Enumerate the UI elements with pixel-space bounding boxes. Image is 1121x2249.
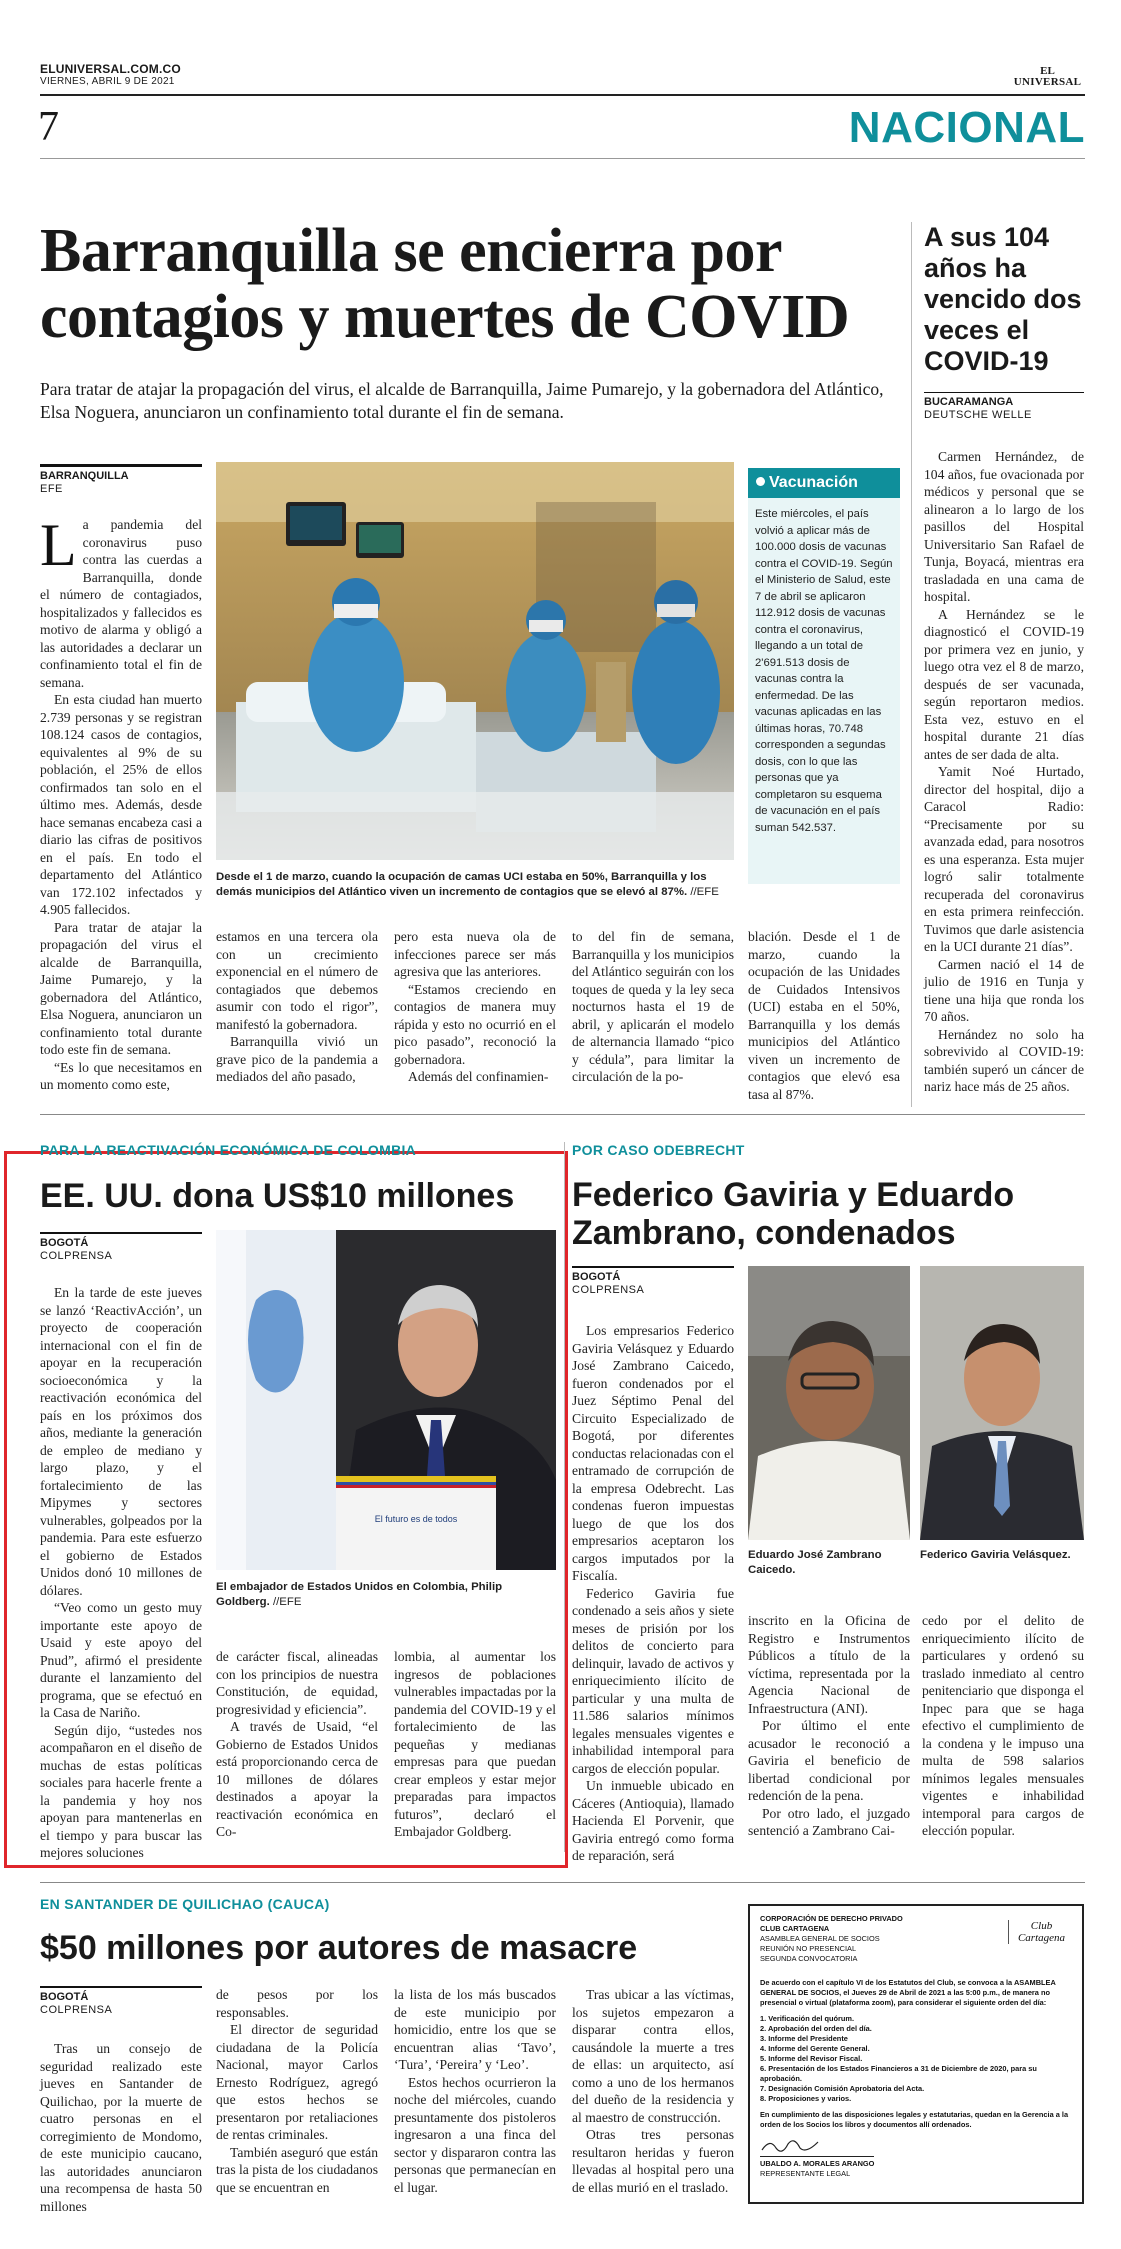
usaid-photo-ambassador[interactable] — [216, 1230, 556, 1570]
odebrecht-byline — [572, 1266, 734, 1297]
side-byline-source: DEUTSCHE WELLE — [924, 409, 1032, 421]
notice-agenda-item: 2. Aprobación del orden del día. — [760, 2024, 872, 2033]
usaid-p2: “Veo como un gesto muy importante este apoyo de Usaid y este apoyo del Pnud”, afirmó el presidente durante el lanzamiento del programa, que se efectuó en la Casa de Nariño. — [40, 1600, 202, 1720]
usaid-col-3 — [394, 1648, 556, 1841]
notice-l1: ASAMBLEA GENERAL DE SOCIOS — [760, 1934, 880, 1943]
lead-headline — [40, 218, 920, 350]
odebrecht-col2-p1: inscrito en la Oficina de Registro e Instrumentos Públicos a título de la víctima, representada por la Agencia Nacional de Infraestructura (ANI). — [748, 1613, 910, 1716]
section-rule — [40, 158, 1085, 159]
masacre-col3-p2: Estos hechos ocurrieron la noche del miércoles, cuando presuntamente dos pistoleros ingresaron a una finca del sector y dispararon contra las personas que permanecían en el lugar. — [394, 2074, 556, 2195]
zambrano-illustration — [748, 1266, 910, 1540]
lead-col1-p1: a pandemia del coronavirus puso contra las cuerdas a Barranquilla, donde el número de contagiados, hospitalizados y fallecidos es motivo de alarma y obligó a las autoridades a declarar un confinamiento total el fin de semana. — [40, 517, 202, 690]
notice-agenda-item: 4. Informe del Gerente General. — [760, 2044, 870, 2053]
usaid-caption-text: El embajador de Estados Unidos en Colombia, Philip Goldberg. — [216, 1581, 503, 1608]
usaid-p3: Según dijo, “ustedes nos acompañaron en el diseño de muchas de estas políticas sociales para hacerle frente a la pandemia y hoy nos apoyan para mantenerlas en el tiempo y para buscar las mejores soluciones — [40, 1722, 202, 1860]
lead-col-4 — [572, 928, 734, 1086]
lead-col3-p2: “Estamos creciendo en contagios de manera muy rápida y esto no ocurrió en el pico pasado”, reconoció la gobernadora. — [394, 981, 556, 1067]
odebrecht-headline — [572, 1176, 1087, 1252]
vacunacion-title-bar — [748, 468, 900, 498]
odebrecht-p3: Un inmueble ubicado en Cáceres (Antioquia), llamado Hacienda El Porvenir, que Gaviria entregó como forma de reparación, será — [572, 1778, 734, 1863]
usaid-kicker: PARA LA REACTIVACIÓN ECONÓMICA DE COLOMBIA — [40, 1142, 417, 1158]
notice-agenda-item: 1. Verificación del quórum. — [760, 2014, 855, 2023]
icu-scene-illustration — [216, 462, 734, 860]
usaid-byline-source: COLPRENSA — [40, 1250, 113, 1262]
lead-byline — [40, 464, 202, 496]
masacre-byline — [40, 1986, 202, 2017]
odebrecht-col2-p2: Por último el ente acusador le reconoció a Gaviria el beneficio de libertad condicional por redención de la pena. — [748, 1718, 910, 1803]
masacre-col-4 — [572, 1986, 734, 2196]
usaid-p1: En la tarde de este jueves se lanzó ‘ReactivAcción’, un proyecto de cooperación internacional con el fin de apoyar en la recuperación socioeconómica y la reactivación económica del país en los próximos dos años, mediante la generación de empleo de mediano y largo plazo, y el fortalecimiento de las Mipymes y sectores vulnerables, golpeados por la pandemia. Para este esfuerzo el gobierno de Estados Unidos donó 10 millones de dólares. — [40, 1285, 202, 1598]
masacre-col4-p1: Tras ubicar a las víctimas, los sujetos empezaron a disparar contra ellos, causándole la muerte a tres de ellas: un arquitecto, así como a uno de los hermanos del dueño de la residencia y al maestro de construcción. — [572, 1987, 734, 2125]
masacre-byline-source: COLPRENSA — [40, 2004, 113, 2016]
lead-col-3 — [394, 928, 556, 1086]
odebrecht-byline-source: COLPRENSA — [572, 1284, 645, 1296]
notice-signer: UBALDO A. MORALES ARANGO — [760, 2156, 874, 2169]
lead-byline-place: BARRANQUILLA — [40, 470, 129, 482]
lead-col3-p3: Además del confinamien- — [408, 1069, 549, 1084]
usaid-photo-caption — [216, 1580, 556, 1610]
notice-footer: En cumplimiento de las disposiciones legales y estatutarias, quedan en la Gerencia a la orden de los Socios los libros y documentos allí ordenados. — [760, 2110, 1069, 2129]
usaid-col-1 — [40, 1284, 202, 1862]
lead-caption-credit: //EFE — [687, 886, 719, 898]
lead-deck: Para tratar de atajar la propagación del virus, el alcalde de Barranquilla, Jaime Pumarejo, y la gobernadora del Atlántico, Elsa Noguera, anunciaron un confinamiento total durante el fin de semana. — [40, 379, 884, 422]
usaid-byline-place: BOGOTÁ — [40, 1237, 89, 1249]
notice-l3: SEGUNDA CONVOCATORIA — [760, 1954, 858, 1963]
notice-signer-title: REPRESENTANTE LEGAL — [760, 2169, 851, 2178]
lead-col-5 — [748, 928, 900, 1103]
side-p3: Yamit Noé Hurtado, director del hospital, dijo a Caracol Radio: “Precisamente por su avanzada edad, para nosotros es una esperanza. Esta mujer logró salir totalmente recuperada del coronavirus en esta primera reinfección. Tuvimos que darle asistencia en la UCI durante 21 días”. — [924, 764, 1084, 954]
usaid-col2-p2: A través de Usaid, “el Gobierno de Estados Unidos está proporcionando cerca de 10 millones de dólares destinados a apoyar la reactivación económica en Co- — [216, 1719, 378, 1839]
lead-col-1 — [40, 512, 202, 1092]
odebrecht-divider — [564, 1142, 565, 1852]
notice-agenda-item: 8. Proposiciones y varios. — [760, 2094, 852, 2103]
notice-intro: De acuerdo con el capítulo VI de los Estatutos del Club, se convoca a la ASAMBLEA GENERAL DE SOCIOS, el Jueves 29 de Abril de 2021 a las 5:00 p.m., de manera no presencial o virtual (plataforma zoom), para considerar el siguiente orden del día: — [760, 1978, 1056, 2007]
lead-byline-source: EFE — [40, 483, 63, 495]
lead-col3-p1: pero esta nueva ola de infecciones parece ser más agresiva que las anteriores. — [394, 929, 556, 979]
odebrecht-kicker: POR CASO ODEBRECHT — [572, 1142, 745, 1158]
zambrano-caption: Eduardo José Zambrano Caicedo. — [748, 1549, 882, 1576]
usaid-byline — [40, 1232, 202, 1263]
section-title: NACIONAL — [848, 103, 1085, 152]
odebrecht-col-3 — [922, 1612, 1084, 1840]
lead-dropcap: L — [40, 512, 77, 578]
lead-col5-p1: blación. Desde el 1 de marzo, cuando la ocupación de las Unidades de Cuidados Intensivos (UCI) estaba en el 50%, Barranquilla y los demás municipios del Atlántico viven un incremento de contagios que elevó esa tasa al 87%. — [748, 929, 900, 1102]
usaid-col3-p1: lombia, al aumentar los ingresos de poblaciones vulnerables impactadas por la pandemia del COVID-19 y el fortalecimiento de las pequeñas y medianas empresas para que puedan crear empleos y estar mejor preparadas para impactos futuros”, declaró el Embajador Goldberg. — [394, 1649, 556, 1839]
lead-headline-line2: contagios y muertes de COVID — [40, 283, 850, 351]
odebrecht-col-2 — [748, 1612, 910, 1840]
masacre-col4-p2: Otras tres personas resultaron heridas y fueron llevadas al hospital pero una de ellas murió en el traslado. — [572, 2127, 734, 2195]
gaviria-illustration — [920, 1266, 1084, 1540]
masthead-logo[interactable] — [1010, 66, 1085, 88]
gaviria-caption: Federico Gaviria Velásquez. — [920, 1549, 1071, 1561]
page-number: 7 — [38, 104, 59, 150]
lead-headline-line1: Barranquilla se encierra por — [40, 217, 782, 285]
odebrecht-photo-gaviria[interactable] — [920, 1266, 1084, 1540]
lead-col1-p2: En esta ciudad han muerto 2.739 personas y se registran 108.124 casos de contagios, equivalentes al 9% de su población, el 25% de ellos confirmados tan solo en el último mes. Además, desde hace semanas encabeza casi a diario las cifras de positivos en el país. En todo el departamento del Atlántico van 172.102 infectados y 4.905 fallecidos. — [40, 692, 202, 917]
side-p5: Hernández no solo ha sobrevivido al COVID-19: también superó un cáncer de nariz hace más de 25 años. — [924, 1026, 1084, 1094]
side-body — [924, 448, 1084, 1096]
odebrecht-byline-place: BOGOTÁ — [572, 1271, 621, 1283]
vacunacion-text: Este miércoles, el país volvió a aplicar más de 100.000 dosis de vacunas contra el COVID-19. Según el Ministerio de Salud, este 7 de abril se aplicaron 112.912 dosis de vacunas contra el coronavirus, llegando a un total de 2'691.513 dosis de vacunas contra la enfermedad. De las vacunas aplicadas en las últimas horas, 70.748 corresponden a segundas dosis, con lo que las personas que ya completaron su esquema de vacunación en el país suman 542.537. — [755, 508, 893, 834]
lead-photo-icu[interactable] — [216, 462, 734, 860]
masacre-col-3 — [394, 1986, 556, 2196]
notice-club: CLUB CARTAGENA — [760, 1924, 830, 1933]
lead-col1-p4: “Es lo que necesitamos en un momento como este, — [40, 1059, 202, 1092]
lead-col2-p2: Barranquilla vivió un grave pico de la pandemia a mediados del año pasado, — [216, 1034, 378, 1084]
lead-col4-p1: to del fin de semana, Barranquilla y los municipios del Atlántico seguirán con los toques de queda y la ley seca nocturnos hasta el 19 de abril, y aplicarán el modelo de alternancia llamado “pico y cédula”, para limitar la circulación de la po- — [572, 929, 734, 1084]
side-headline: A sus 104 años ha vencido dos veces el COVID-19 — [924, 222, 1082, 376]
ambassador-illustration — [216, 1230, 556, 1570]
notice-org: CORPORACIÓN DE DERECHO PRIVADO — [760, 1914, 903, 1923]
notice-agenda-item: 3. Informe del Presidente — [760, 2034, 848, 2043]
odebrecht-col-1 — [572, 1322, 734, 1865]
masthead-site[interactable]: ELUNIVERSAL.COM.CO — [40, 62, 181, 76]
usaid-col-2 — [216, 1648, 378, 1841]
side-divider — [911, 222, 912, 1107]
side-byline — [924, 392, 1084, 422]
usaid-col2-p1: de carácter fiscal, alineadas con los principios de nuestra Constitución, de equidad, progresividad y eficiencia”. — [216, 1649, 378, 1717]
masacre-col2-p1: de pesos por los responsables. — [216, 1987, 378, 2020]
masacre-col-1 — [40, 2040, 202, 2215]
odebrecht-p2: Federico Gaviria fue condenado a seis años y siete meses de prisión por los delitos de concierto para delinquir, lavado de activos y enriquecimiento ilícito de particular y una multa de 11.586 salarios mínimos legales mensuales vigentes e inhabilidad intemporal para cargos de elección popular. — [572, 1585, 734, 1776]
notice-l2: REUNIÓN NO PRESENCIAL — [760, 1944, 857, 1953]
masacre-col2-p3: También aseguró que están tras la pista de los ciudadanos que se encuentran en — [216, 2144, 378, 2195]
odebrecht-photo-zambrano[interactable] — [748, 1266, 910, 1540]
lead-col1-p3: Para tratar de atajar la propagación del virus el alcalde de Barranquilla, Jaime Pumarejo, y la gobernadora del Atlántico, Elsa Noguera, anunciaron un confinamiento total durante todo este fin de semana. — [40, 919, 202, 1057]
club-notice-ad[interactable] — [748, 1904, 1084, 2204]
odebrecht-col2-p3: Por otro lado, el juzgado sentenció a Zambrano Cai- — [748, 1805, 910, 1838]
lead-col2-p1: estamos en una tercera ola con un crecimiento exponencial en el número de contagiados que debemos asumir con todo el rigor”, manifestó la gobernadora. — [216, 929, 378, 1032]
masacre-col1-p1: Tras un consejo de seguridad realizado este jueves en Santander de Quilichao, por la muerte de cuatro personas en el corregimiento de Mondomo, de este municipio caucano, las autoridades anunciaron una recompensa de hasta 50 millones — [40, 2041, 202, 2214]
vacunacion-title: Vacunación — [769, 474, 858, 491]
notice-agenda-item: 7. Designación Comisión Aprobatoria del Acta. — [760, 2084, 925, 2093]
side-p2: A Hernández se le diagnosticó el COVID-19 por primera vez en junio, y luego otra vez el 8 de marzo, después de ser vacunada, según reportaron medios. Esta vez, estuvo en el hospital durante 21 días antes de ser dada de alta. — [924, 606, 1084, 762]
notice-agenda-item: 6. Presentación de los Estados Financieros a 31 de Diciembre de 2020, para su aprobación. — [760, 2064, 1037, 2083]
masacre-kicker: EN SANTANDER DE QUILICHAO (CAUCA) — [40, 1896, 330, 1912]
side-p4: Carmen nació el 14 de julio de 1916 en Tunja y tiene una hija que ronda los 70 años. — [924, 956, 1084, 1024]
usaid-caption-credit: //EFE — [269, 1596, 302, 1608]
masacre-byline-place: BOGOTÁ — [40, 1991, 89, 2003]
logo-top: EL — [1040, 65, 1055, 77]
lead-caption-text: Desde el 1 de marzo, cuando la ocupación de camas UCI estaba en 50%, Barranquilla y los demás municipios del Atlántico viven un incremento de contagios que se elevó al 87%. — [216, 871, 707, 898]
section-divider-1 — [40, 1114, 1085, 1115]
masacre-col3-p1: la lista de los más buscados de este municipio por homicidio, entre los que se encuentran alias ‘Tavo’, ‘Tura’, ‘Pereira’ y ‘Leo’. — [394, 1987, 556, 2072]
vacunacion-dot-icon — [756, 477, 765, 486]
masacre-col-2 — [216, 1986, 378, 2196]
logo-bottom: UNIVERSAL — [1013, 76, 1082, 88]
masacre-col2-p2: El director de seguridad ciudadana de la Policía Nacional, mayor Carlos Ernesto Rodríguez, agregó que estos hechos se presentaron por retaliaciones de rentas criminales. — [216, 2022, 378, 2142]
signature-mark — [760, 2136, 1072, 2156]
podium-slogan: El futuro es de todos — [374, 1514, 458, 1524]
notice-agenda-list — [760, 2014, 1072, 2104]
odebrecht-col3-p1: cedo por el delito de enriquecimiento ilícito de particulares y ordenó su traslado inmediato al centro penitenciario que disponga el Inpec para que se haga efectivo el cumplimiento de la condena y le impuso una multa de 598 salarios mínimos legales mensuales vigentes e inhabilidad intemporal para cargos de elección popular. — [922, 1613, 1084, 1838]
odebrecht-headline-line1: Federico Gaviria y Eduardo — [572, 1176, 1015, 1214]
club-logo: Club Cartagena — [1008, 1920, 1068, 1944]
masthead-rule — [40, 94, 1085, 96]
usaid-headline: EE. UU. dona US$10 millones — [40, 1177, 515, 1215]
vacunacion-box — [748, 468, 900, 884]
lead-col-2 — [216, 928, 378, 1086]
notice-agenda-item: 5. Informe del Revisor Fiscal. — [760, 2054, 863, 2063]
masacre-headline: $50 millones por autores de masacre — [40, 1929, 638, 1967]
section-divider-2 — [40, 1882, 1085, 1883]
masthead-date: VIERNES, ABRIL 9 DE 2021 — [40, 76, 175, 87]
side-p1: Carmen Hernández, de 104 años, fue ovacionada por médicos y personal que se alinearon a lo largo de los pasillos del Hospital Universitario San Rafael de Tunja, Boyacá, mientras era trasladada en una cama de hospital. — [924, 449, 1084, 604]
odebrecht-p1: Los empresarios Federico Gaviria Velásquez y Eduardo José Zambrano Caicedo, fueron condenados por el Juez Séptimo Penal del Circuito Especializado de Bogotá, por diferentes conductas relacionadas con el entramado de corrupción de la empresa Odebrecht. Las condenas fueron impuestas luego de que los dos empresarios aceptaron los cargos imputados por la Fiscalía. — [572, 1323, 734, 1583]
lead-photo-caption — [216, 870, 734, 900]
odebrecht-headline-line2: Zambrano, condenados — [572, 1214, 956, 1252]
side-byline-place: BUCARAMANGA — [924, 396, 1014, 408]
